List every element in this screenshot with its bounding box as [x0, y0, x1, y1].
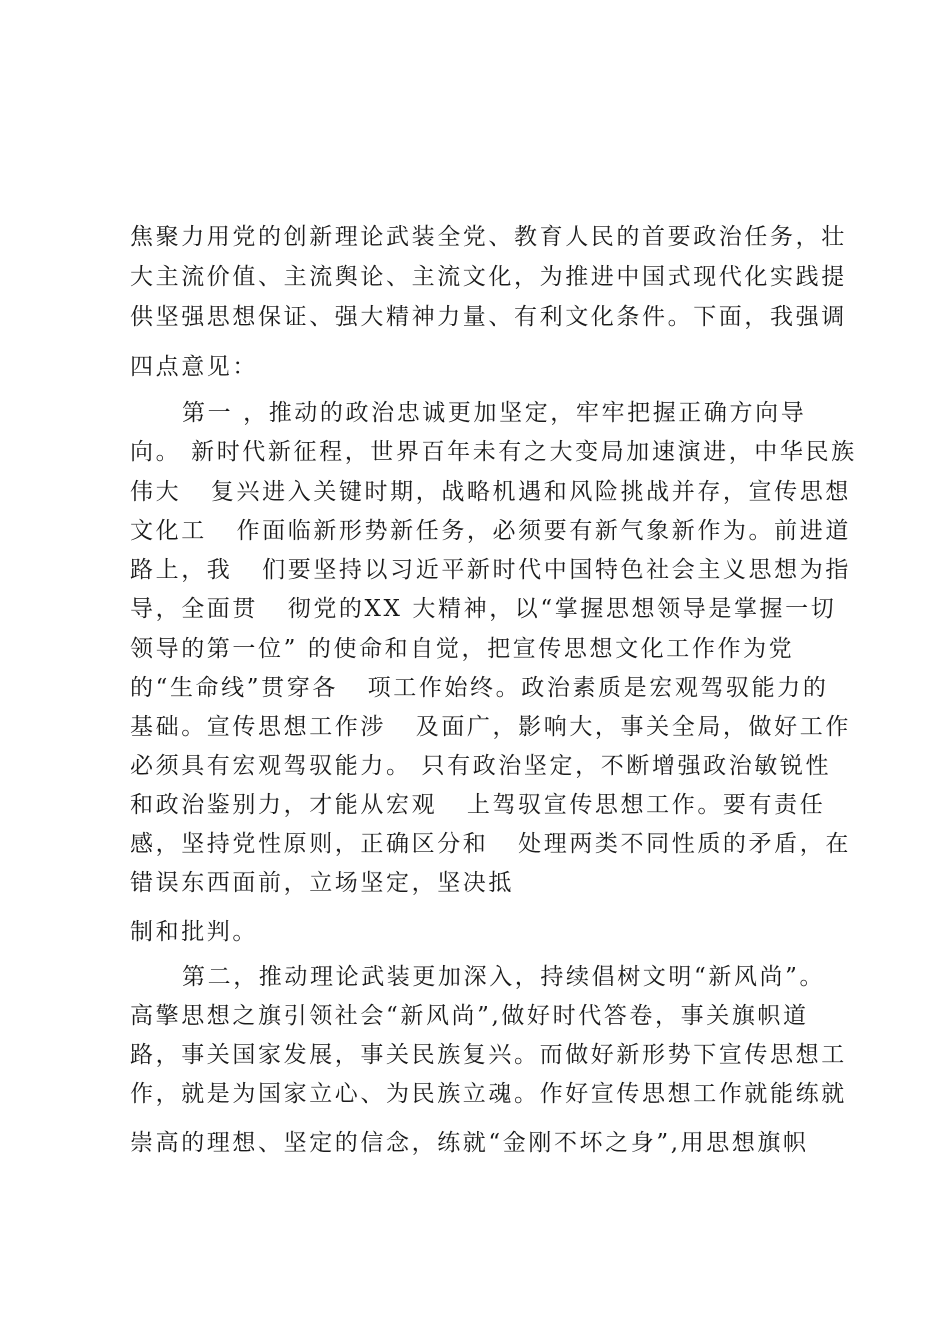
text-line: 制和批判。 — [130, 919, 258, 945]
text-line: 感，坚持党性原则，正确区分和 处理两类不同性质的矛盾，在 — [130, 831, 851, 857]
text-line: 大主流价值、主流舆论、主流文化，为推进中国式现代化实践提 — [130, 264, 847, 290]
text-line: 和政治鉴别力，才能从宏观 上驾驭宣传思想工作。要有责任 — [130, 792, 826, 818]
text-line: 崇高的理想、坚定的信念，练就“金刚不坏之身”,用思想旗帜 — [130, 1130, 809, 1156]
text-line: 领导的第一位” 的使命和自觉，把宣传思想文化工作作为党 — [130, 636, 795, 662]
paragraph-heading-second: 第二，推动理论武装更加深入，持续倡树文明“新风尚”。 — [182, 964, 826, 990]
text-line: 伟大 复兴进入关键时期，战略机遇和风险挑战并存，宣传思想 — [130, 479, 851, 505]
text-line: 供坚强思想保证、强大精神力量、有利文化条件。下面，我强调 — [130, 304, 847, 330]
text-line: 错误东西面前，立场坚定，坚决抵 — [130, 870, 514, 896]
text-line: 高擎思想之旗引领社会“新风尚”,做好时代答卷，事关旗帜道 — [130, 1003, 809, 1029]
paragraph-heading-first: 第一 ，推动的政治忠诚更加坚定，牢牢把握正确方向导 — [182, 400, 807, 426]
text-line: 导，全面贯 彻党的XX 大精神，以“掌握思想领导是掌握一切 — [130, 596, 837, 622]
text-line: 向。 新时代新征程，世界百年未有之大变局加速演进，中华民族 — [130, 439, 857, 465]
text-line: 基础。宣传思想工作涉 及面广，影响大，事关全局，做好工作 — [130, 714, 851, 740]
text-line: 必须具有宏观驾驭能力。 只有政治坚定，不断增强政治敏锐性 — [130, 753, 832, 779]
text-line: 四点意见： — [130, 354, 258, 380]
text-line: 作，就是为国家立心、为民族立魂。作好宣传思想工作就能练就 — [130, 1081, 847, 1107]
text-line: 焦聚力用党的创新理论武装全党、教育人民的首要政治任务，壮 — [130, 224, 847, 250]
text-line: 路，事关国家发展，事关民族复兴。而做好新形势下宣传思想工 — [130, 1042, 847, 1068]
text-line: 文化工 作面临新形势新任务，必须要有新气象新作为。前进道 — [130, 518, 851, 544]
text-line: 的“生命线”贯穿各 项工作始终。政治素质是宏观驾驭能力的 — [130, 675, 829, 701]
text-line: 路上，我 们要坚持以习近平新时代中国特色社会主义思想为指 — [130, 557, 851, 583]
